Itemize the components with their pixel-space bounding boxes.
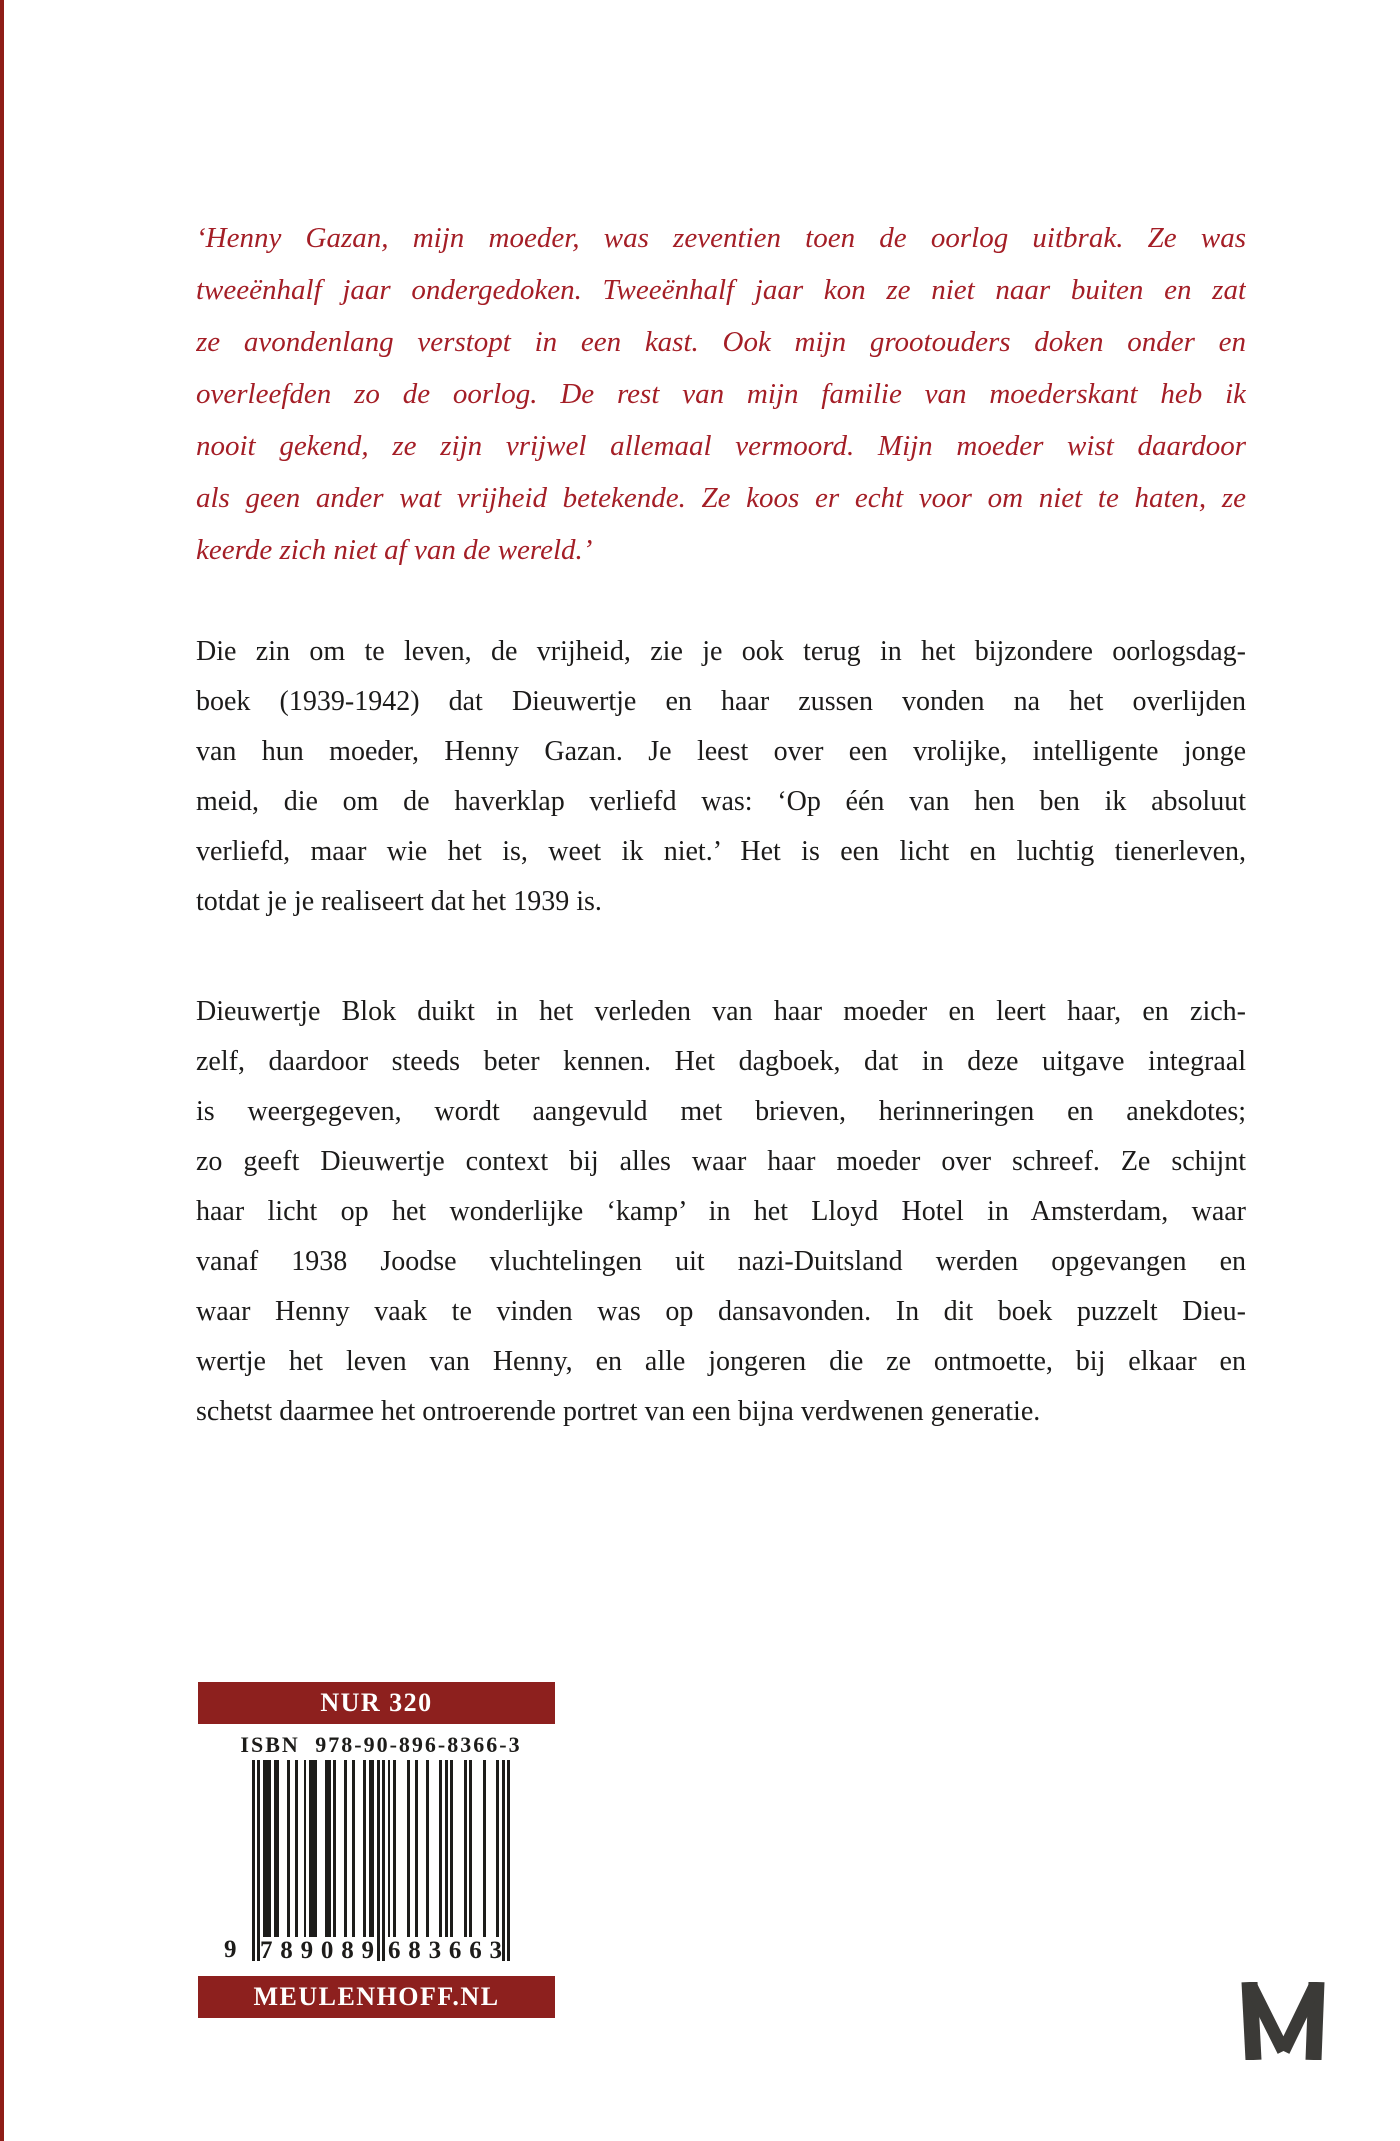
barcode-bar bbox=[496, 1760, 499, 1943]
barcode-bar bbox=[287, 1760, 290, 1943]
barcode-digit: 9 bbox=[361, 1937, 374, 1964]
nur-label: NUR 320 bbox=[320, 1688, 433, 1717]
barcode-bar bbox=[407, 1760, 410, 1943]
barcode-bar bbox=[344, 1760, 347, 1943]
barcode-bars bbox=[252, 1760, 510, 1964]
body-text-line: waar Henny vaak te vinden was op dansavonden. In dit boek puzzelt Dieu- bbox=[196, 1296, 1246, 1327]
barcode-digit: 6 bbox=[469, 1937, 482, 1964]
quote-line: ‘Henny Gazan, mijn moeder, was zeventien toen de oorlog uitbrak. Ze was bbox=[196, 222, 1246, 254]
website-badge bbox=[198, 1976, 555, 2018]
barcode-bar bbox=[450, 1760, 453, 1943]
barcode-digit: 7 bbox=[260, 1937, 273, 1964]
barcode-bar bbox=[295, 1760, 298, 1943]
body-text-line: meid, die om de haverklap verliefd was: ‘Op één van hen ben ik absoluut bbox=[196, 786, 1246, 817]
barcode-bar bbox=[388, 1760, 391, 1943]
barcode-bar bbox=[439, 1760, 442, 1943]
barcode-bar bbox=[502, 1760, 505, 1961]
body-text-line: schetst daarmee het ontroerende portret van een bijna verdwenen generatie. bbox=[196, 1396, 1041, 1427]
quote-line: nooit gekend, ze zijn vrijwel allemaal vermoord. Mijn moeder wist daardoor bbox=[196, 430, 1246, 462]
barcode-bar bbox=[377, 1760, 380, 1961]
meulenhoff-logo bbox=[1236, 1982, 1330, 2060]
spine-accent-line bbox=[0, 0, 4, 2141]
body-text-line: van hun moeder, Henny Gazan. Je leest over een vrolijke, intelligente jonge bbox=[196, 736, 1246, 767]
barcode-bar bbox=[352, 1760, 355, 1943]
barcode-digits-left bbox=[260, 1937, 374, 1963]
barcode-bar bbox=[314, 1760, 317, 1943]
barcode-digit: 0 bbox=[320, 1937, 334, 1964]
quote-line: als geen ander wat vrijheid betekende. Ze koos er echt voor om niet te haten, ze bbox=[196, 482, 1246, 514]
quote-line: tweeënhalf jaar ondergedoken. Tweeënhalf jaar kon ze niet naar buiten en zat bbox=[196, 274, 1246, 306]
body-text-line: wertje het leven van Henny, en alle jongeren die ze ontmoette, bij elkaar en bbox=[196, 1346, 1246, 1377]
body-text-line: haar licht op het wonderlijke ‘kamp’ in het Lloyd Hotel in Amsterdam, waar bbox=[196, 1196, 1246, 1227]
barcode-bar bbox=[445, 1760, 448, 1943]
website-label: MEULENHOFF.NL bbox=[253, 1982, 500, 2011]
body-text-line: totdat je je realiseert dat het 1939 is. bbox=[196, 886, 602, 917]
barcode-digit: 3 bbox=[489, 1937, 502, 1964]
isbn-label: ISBN 978-90-896-8366-3 bbox=[240, 1732, 522, 1757]
body-text-line: Die zin om te leven, de vrijheid, zie je ook terug in het bijzondere oorlogsdag- bbox=[196, 636, 1246, 667]
quote-line: overleefden zo de oorlog. De rest van mijn familie van moederskant heb ik bbox=[196, 378, 1246, 410]
body-paragraph-2 bbox=[196, 987, 1246, 1437]
barcode-bar bbox=[363, 1760, 366, 1943]
barcode-bar bbox=[328, 1760, 331, 1943]
quote-paragraph bbox=[196, 212, 1246, 576]
quote-line: keerde zich niet af van de wereld.’ bbox=[196, 534, 593, 566]
barcode-bar bbox=[469, 1760, 472, 1943]
barcode-digit: 8 bbox=[280, 1937, 293, 1964]
barcode-bar bbox=[507, 1760, 510, 1961]
body-text-line: boek (1939-1942) dat Dieuwertje en haar zussen vonden na het overlijden bbox=[196, 686, 1246, 717]
barcode-digit: 8 bbox=[408, 1937, 421, 1964]
barcode-bar bbox=[464, 1760, 467, 1943]
barcode-bar bbox=[304, 1760, 307, 1943]
barcode-bar bbox=[415, 1760, 418, 1943]
barcode-digit: 3 bbox=[428, 1937, 442, 1964]
body-text-line: zelf, daardoor steeds beter kennen. Het dagboek, dat in deze uitgave integraal bbox=[196, 1046, 1246, 1077]
nur-badge bbox=[198, 1682, 555, 1724]
barcode-bar bbox=[257, 1760, 260, 1961]
barcode-bar bbox=[382, 1760, 385, 1961]
body-text-line: is weergegeven, wordt aangevuld met brieven, herinneringen en anekdotes; bbox=[196, 1096, 1246, 1127]
barcode-digit: 8 bbox=[341, 1937, 354, 1964]
body-text-line: verliefd, maar wie het is, weet ik niet.’ Het is een licht en luchtig tienerleven, bbox=[196, 836, 1246, 867]
barcode bbox=[224, 1760, 510, 1964]
barcode-bar bbox=[333, 1760, 336, 1943]
quote-line: ze avondenlang verstopt in een kast. Ook mijn grootouders doken onder en bbox=[196, 326, 1246, 358]
barcode-digit: 9 bbox=[300, 1937, 314, 1964]
barcode-digits-right bbox=[388, 1937, 502, 1963]
barcode-digit: 6 bbox=[388, 1937, 401, 1964]
body-paragraph-1 bbox=[196, 627, 1246, 927]
body-text-line: vanaf 1938 Joodse vluchtelingen uit nazi-Duitsland werden opgevangen en bbox=[196, 1246, 1246, 1277]
barcode-bar bbox=[276, 1760, 279, 1943]
body-text-line: Dieuwertje Blok duikt in het verleden van haar moeder en leert haar, en zich- bbox=[196, 996, 1246, 1027]
barcode-bar bbox=[268, 1760, 271, 1943]
barcode-bar bbox=[252, 1760, 255, 1961]
body-text-line: zo geeft Dieuwertje context bij alles waar haar moeder over schreef. Ze schijnt bbox=[196, 1146, 1246, 1177]
barcode-digit: 6 bbox=[448, 1937, 462, 1964]
barcode-lead-digit: 9 bbox=[224, 1936, 237, 1963]
barcode-bar bbox=[483, 1760, 486, 1943]
barcode-bar bbox=[426, 1760, 429, 1943]
barcode-bar bbox=[371, 1760, 374, 1943]
barcode-bar bbox=[393, 1760, 396, 1943]
